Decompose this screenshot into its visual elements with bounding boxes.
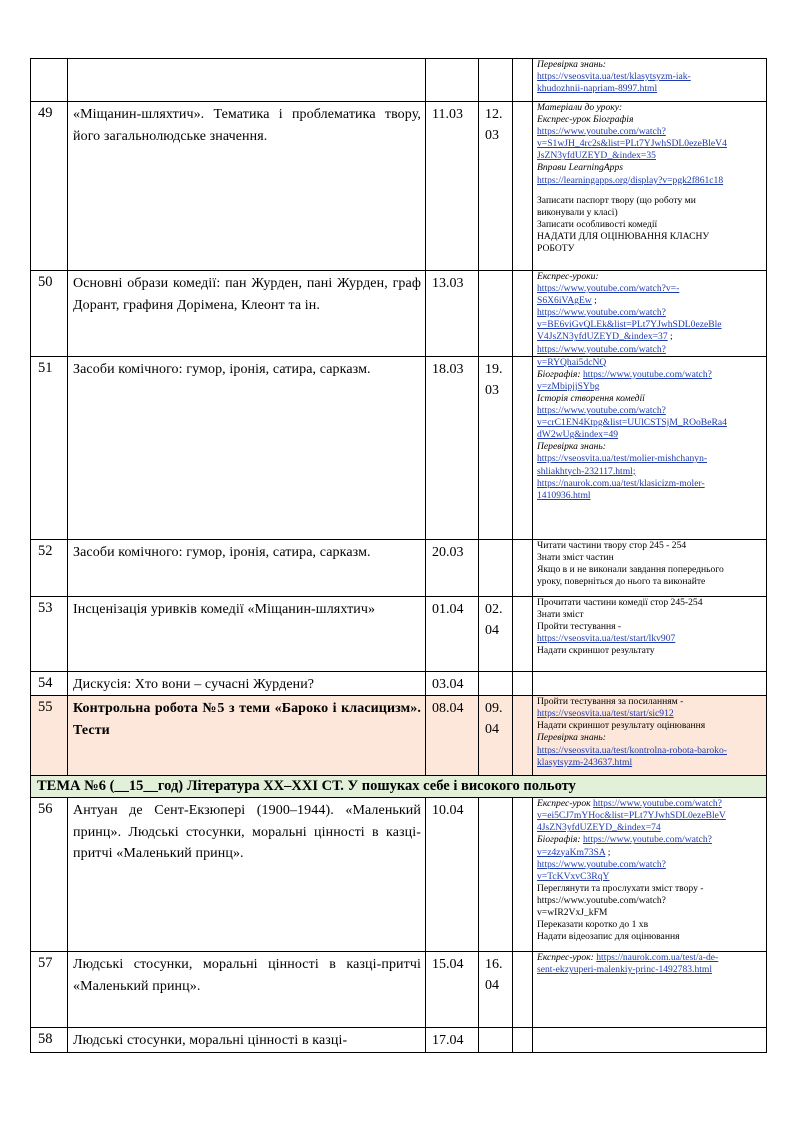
lesson-topic: Інсценізація уривків комедії «Міщанин-шляхтич» [73, 601, 376, 617]
lesson-correction-date-cell [479, 271, 513, 357]
lesson-topic-cell [68, 798, 426, 952]
table-row [31, 798, 767, 952]
material-text: виконували у класі) [537, 206, 618, 218]
material-link[interactable]: https://vseosvita.ua/test/klasytsyzm-iak- [537, 71, 691, 83]
lesson-topic: Антуан де Сент-Екзюпері (1900–1944). «Маленький принц». Людські стосунки, моральні цінності в казці-притчі «Маленький принц». [73, 803, 421, 862]
lesson-topic: Основні образи комедії: пан Журден, пані Журден, граф Дорант, графиня Дорімена, Клеонт та ін. [73, 276, 421, 313]
material-link[interactable]: https://vseosvita.ua/test/start/sic912 [537, 708, 674, 720]
material-link[interactable]: 4JsZN3yfdUZEYD_&index=74 [537, 822, 661, 834]
material-link[interactable]: https://www.youtube.com/watch? [537, 858, 666, 870]
material-link[interactable]: 1410936.html [537, 489, 591, 501]
table-row [31, 271, 767, 357]
lesson-number: 56 [38, 801, 53, 818]
material-link[interactable]: V4JsZN3yfdUZEYD_&index=37 [537, 331, 668, 343]
material-text: Якщо в и не виконали завдання попереднього [537, 563, 724, 575]
material-link[interactable]: https://www.youtube.com/watch? [583, 368, 712, 380]
lesson-plan-body [31, 59, 767, 1053]
lesson-topic-cell [68, 102, 426, 271]
lesson-materials-cell [533, 102, 767, 271]
lesson-topic-cell [68, 539, 426, 596]
lesson-number-cell [31, 356, 68, 539]
material-link[interactable]: https://vseosvita.ua/test/molier-mishchanyn- [537, 453, 708, 465]
material-link[interactable]: v=BE6viGvQLEk&list=PLt7YJwhSDL0ezeBle [537, 319, 722, 331]
material-link[interactable]: https://www.youtube.com/watch? [537, 343, 666, 355]
lesson-number: 57 [38, 955, 53, 972]
lesson-date-cell [426, 271, 479, 357]
material-text: Переказати коротко до 1 хв [537, 919, 649, 931]
lesson-correction-date-cell [479, 356, 513, 539]
blank-cell [513, 1028, 533, 1053]
material-link[interactable]: https://www.youtube.com/watch? [537, 126, 666, 138]
lesson-date-cell [426, 356, 479, 539]
blank-cell [513, 696, 533, 776]
table-row [31, 696, 767, 776]
material-text: Надати відеозапис для оцінювання [537, 931, 680, 943]
lesson-topic-cell [68, 696, 426, 776]
material-link[interactable]: v=TcKVxvC3RqY [537, 870, 610, 882]
lesson-date-cell [426, 696, 479, 776]
table-row [31, 596, 767, 671]
material-link[interactable]: https://www.youtube.com/watch? [593, 798, 722, 810]
lesson-correction-date-cell [479, 596, 513, 671]
lesson-materials-cell [533, 539, 767, 596]
blank-cell [513, 102, 533, 271]
material-link[interactable]: https://vseosvita.ua/test/start/lkv907 [537, 632, 676, 644]
lesson-date: 10.04 [432, 803, 464, 819]
lesson-correction-date-cell [479, 952, 513, 1028]
material-link[interactable]: https://naurok.com.ua/test/klasicizm-moler- [537, 477, 705, 489]
lesson-number: 54 [38, 674, 53, 691]
table-row [31, 102, 767, 271]
material-heading: Перевірка знань: [537, 441, 606, 453]
theme-cell [31, 776, 767, 798]
lesson-date-cell [426, 59, 479, 102]
material-heading: Перевірка знань: [537, 59, 606, 70]
lesson-correction-date: 02. 04 [485, 601, 503, 638]
material-link[interactable]: klasytsyzm-243637.html [537, 756, 633, 768]
lesson-number-cell [31, 102, 68, 271]
lesson-number-cell [31, 798, 68, 952]
material-link[interactable]: https://www.youtube.com/watch? [537, 307, 666, 319]
material-label: Експрес-урок [537, 798, 594, 810]
blank-cell [513, 271, 533, 357]
lesson-topic-cell [68, 59, 426, 102]
lesson-number-cell [31, 1028, 68, 1053]
blank-cell [513, 671, 533, 696]
lesson-number-cell [31, 696, 68, 776]
lesson-topic: Людські стосунки, моральні цінності в казці-притчі «Маленький принц». [73, 957, 421, 994]
lesson-topic-cell [68, 271, 426, 357]
theme-row [31, 776, 767, 798]
table-row [31, 671, 767, 696]
lesson-correction-date: 19. 03 [485, 361, 503, 398]
lesson-date-cell [426, 102, 479, 271]
lesson-date-cell [426, 539, 479, 596]
material-heading: Історія створення комедії [537, 392, 645, 404]
lesson-date-cell [426, 671, 479, 696]
material-link[interactable]: shliakhtych-232117.html; [537, 465, 636, 477]
material-text: РОБОТУ [537, 243, 575, 255]
lesson-number-cell [31, 539, 68, 596]
lesson-topic: «Міщанин-шляхтич». Тематика і проблематика твору, його загальнолюдське значення. [73, 107, 421, 144]
material-text: Надати скриншот результату оцінювання [537, 720, 706, 732]
table-row [31, 59, 767, 102]
lesson-topic-cell [68, 952, 426, 1028]
material-text: v=wIR2VxJ_kFM [537, 907, 608, 918]
material-text: https://www.youtube.com/watch? [537, 894, 666, 906]
material-link[interactable]: sent-ekzyuperi-malenkiy-princ-1492783.html [537, 964, 713, 976]
lesson-topic-cell [68, 596, 426, 671]
material-link[interactable]: v=crC1EN4Ktpg&list=UUlCSTSjM_ROoBeRa4 [537, 417, 727, 429]
material-text: Читати частини твору стор 245 - 254 [537, 539, 687, 551]
material-line [537, 295, 764, 307]
material-link[interactable]: v=RYQhai5dcNQ [537, 356, 607, 368]
lesson-topic: Засоби комічного: гумор, іронія, сатира, сарказм. [73, 544, 371, 560]
material-link[interactable]: JsZN3yfdUZEYD_&index=35 [537, 150, 656, 162]
material-text: Пройти тестування - [537, 620, 622, 632]
material-text: уроку, поверніться до нього та виконайте [537, 575, 706, 587]
lesson-materials-cell [533, 1028, 767, 1053]
material-link[interactable]: https://www.youtube.com/watch? [583, 834, 712, 846]
material-text: Пройти тестування за посиланням - [537, 696, 684, 708]
table-row [31, 1028, 767, 1053]
lesson-correction-date: 12. 03 [485, 107, 503, 143]
material-link[interactable]: khudozhnii-napriam-8997.html [537, 83, 658, 95]
material-link[interactable]: v=ei5CJ7mYHoc&list=PLt7YJwhSDL0ezeBleV [537, 810, 726, 822]
material-text: Переглянути та прослухати зміст твору - [537, 882, 704, 894]
material-text: Надати скриншот результату [537, 645, 655, 657]
lesson-number: 50 [38, 274, 53, 290]
material-text: Записати паспорт твору (що роботу ми [537, 194, 696, 206]
blank-cell [513, 59, 533, 102]
lesson-number-cell [31, 671, 68, 696]
blank-cell [513, 952, 533, 1028]
lesson-correction-date: 16. 04 [485, 957, 503, 994]
lesson-number-cell [31, 59, 68, 102]
material-line [537, 331, 764, 343]
material-line [537, 847, 764, 859]
separator-text: ; [591, 295, 597, 307]
lesson-date: 15.04 [432, 957, 464, 973]
lesson-materials-cell [533, 59, 767, 102]
lesson-materials-cell [533, 356, 767, 539]
material-link[interactable]: dW2wUg&index=49 [537, 429, 619, 441]
lesson-date: 13.03 [432, 276, 464, 291]
lesson-number: 51 [38, 359, 53, 376]
lesson-date-cell [426, 798, 479, 952]
lesson-topic-cell [68, 1028, 426, 1053]
lesson-date: 03.04 [432, 676, 464, 692]
lesson-topic-cell [68, 356, 426, 539]
lesson-correction-date-cell [479, 59, 513, 102]
lesson-number-cell [31, 596, 68, 671]
material-link[interactable]: https://naurok.com.ua/test/a-de- [596, 952, 719, 964]
lesson-correction-date-cell [479, 1028, 513, 1053]
lesson-number: 58 [38, 1031, 53, 1048]
material-text: НАДАТИ ДЛЯ ОЦІНЮВАННЯ КЛАСНУ [537, 230, 710, 242]
material-link[interactable]: https://learningapps.org/display?v=pgk2f861c18 [537, 174, 724, 186]
lesson-date: 08.04 [432, 701, 464, 717]
lesson-correction-date-cell [479, 539, 513, 596]
lesson-materials-cell [533, 798, 767, 952]
material-link[interactable]: S6X6iVAgEw [537, 295, 592, 307]
lesson-materials-cell [533, 596, 767, 671]
lesson-number: 53 [38, 599, 53, 616]
blank-cell [513, 356, 533, 539]
table-row [31, 356, 767, 539]
material-line [537, 952, 764, 964]
material-text: Знати зміст частин [537, 551, 614, 563]
lesson-materials-cell [533, 271, 767, 357]
lesson-correction-date-cell [479, 696, 513, 776]
lesson-correction-date-cell [479, 102, 513, 271]
material-link[interactable]: v=S1wJH_4rc2s&list=PLt7YJwhSDL0ezeBleV4 [537, 138, 727, 150]
separator-text: ; [605, 846, 611, 858]
lesson-date-cell [426, 952, 479, 1028]
lesson-correction-date: 09. 04 [485, 701, 503, 738]
table-row [31, 539, 767, 596]
lesson-topic-cell [68, 671, 426, 696]
material-link[interactable]: v=z4zyaKm73SA [537, 846, 606, 858]
material-label: Біографія: [537, 368, 583, 380]
lesson-number-cell [31, 952, 68, 1028]
lesson-number: 49 [38, 105, 53, 121]
lesson-topic: Людські стосунки, моральні цінності в казці- [73, 1033, 348, 1049]
lesson-topic: Контрольна робота №5 з теми «Бароко і класицизм». Тести [73, 701, 421, 738]
lesson-number: 52 [38, 542, 53, 559]
lesson-date: 11.03 [432, 107, 463, 122]
material-heading: Матеріали до уроку: [537, 102, 623, 113]
lesson-correction-date-cell [479, 671, 513, 696]
material-label: Біографія: [537, 834, 583, 846]
material-link[interactable]: https://www.youtube.com/watch?v=- [537, 283, 680, 295]
lesson-number: 55 [38, 699, 53, 716]
lesson-number-cell [31, 271, 68, 357]
lesson-materials-cell [533, 952, 767, 1028]
table-row [31, 952, 767, 1028]
lesson-date: 18.03 [432, 361, 464, 377]
lesson-topic: Засоби комічного: гумор, іронія, сатира, сарказм. [73, 361, 371, 377]
blank-cell [513, 596, 533, 671]
material-heading: Вправи LearningApps [537, 162, 623, 174]
lesson-date: 01.04 [432, 601, 464, 617]
lesson-date-cell [426, 1028, 479, 1053]
material-heading: Експрес-уроки: [537, 271, 599, 282]
lesson-correction-date-cell [479, 798, 513, 952]
material-link[interactable]: https://www.youtube.com/watch? [537, 405, 666, 417]
lesson-materials-cell [533, 696, 767, 776]
lesson-date: 20.03 [432, 544, 464, 560]
lesson-plan-table [30, 58, 767, 1053]
separator-text: ; [667, 331, 673, 343]
material-label: Експрес-урок: [537, 952, 597, 964]
spacer [537, 187, 764, 195]
material-line [537, 834, 764, 846]
lesson-date-cell [426, 596, 479, 671]
lesson-topic: Дискусія: Хто вони – сучасні Журдени? [73, 676, 315, 692]
lesson-date: 17.04 [432, 1033, 464, 1049]
material-link[interactable]: v=zMbipjjSYbg [537, 380, 600, 392]
material-heading: Перевірка знань: [537, 732, 606, 744]
material-text: Прочитати частини комедії стор 245-254 [537, 596, 703, 608]
material-text: Знати зміст [537, 608, 584, 620]
blank-cell [513, 798, 533, 952]
material-heading: Експрес-урок Біографія [537, 114, 634, 126]
lesson-materials-cell [533, 671, 767, 696]
blank-cell [513, 539, 533, 596]
theme-title: ТЕМА №6 (__15__год) Література ХХ–ХХІ СТ. У пошуках себе і високого польоту [37, 778, 576, 795]
material-link[interactable]: https://vseosvita.ua/test/kontrolna-robota-baroko- [537, 744, 727, 756]
material-line [537, 798, 764, 810]
material-text: Записати особливості комедії [537, 218, 658, 230]
material-line [537, 369, 764, 381]
